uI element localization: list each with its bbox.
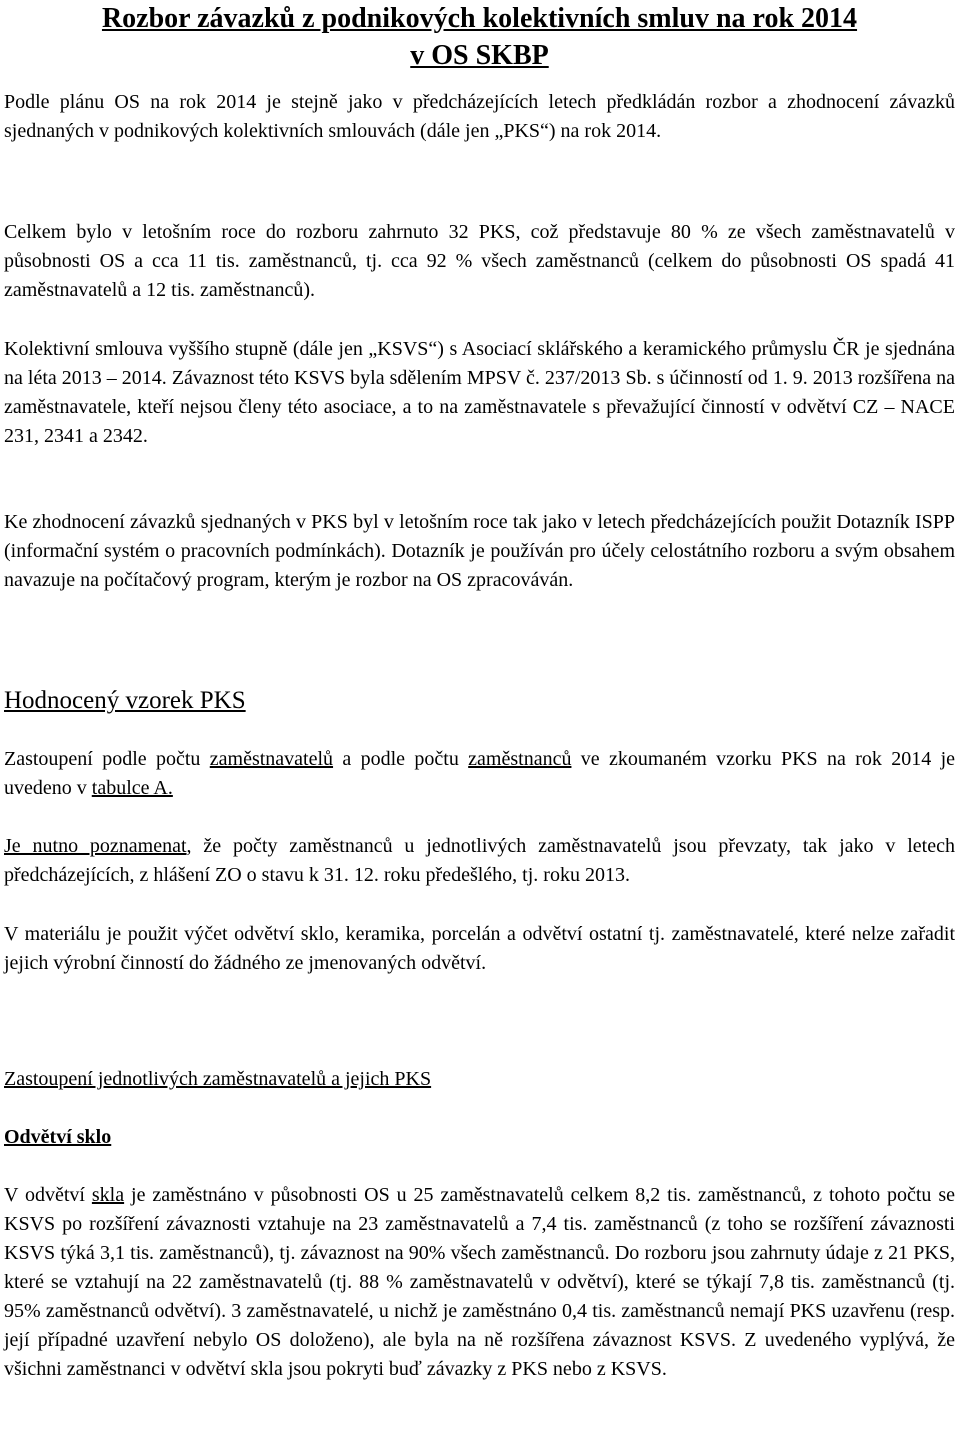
table-a-reference: tabulce A. [91,777,173,799]
section-heading-sample: Hodnocený vzorek PKS [4,687,246,714]
document-title-line-1: Rozbor závazků z podnikových kolektivních smluv na rok 2014 [101,3,858,34]
employers-link-text: zaměstnavatelů [209,748,334,770]
section-heading-glass: Odvětví sklo [4,1126,112,1148]
intro-paragraph: Podle plánu OS na rok 2014 je stejně jako v předcházejících letech předkládán rozbor a zhodnocení závazků sjednaných v podnikových kolektivních smlouvách (dále jen „PKS“) na rok 2014. [4,91,955,142]
document-title-line-2: v OS SKBP [410,40,549,71]
document-page [4,0,955,1440]
scope-paragraph: Celkem bylo v letošním roce do rozboru zahrnuto 32 PKS, což představuje 80 % ze všech zaměstnavatelů v působnosti OS a cca 11 tis. zaměstnanců, tj. cca 92 % všech zaměstnanců (celkem do působnosti OS spadá 41 zaměstnavatelů a 12 tis. zaměstnanců). [4,221,955,301]
sectors-paragraph: V materiálu je použit výčet odvětví sklo, keramika, porcelán a odvětví ostatní tj. zaměstnavatelé, které nelze zařadit jejich výrobní činností do žádného ze jmenovaných odvětví. [4,923,955,974]
note-paragraph: Je nutno poznamenat, že počty zaměstnanců u jednotlivých zaměstnavatelů jsou převzaty, tak jako v letech předcházejících, z hlášení ZO o stavu k 31. 12. roku předešlého, tj. roku 2013. [4,835,955,886]
note-emphasis: Je nutno poznamenat [4,835,187,857]
sample-paragraph: Zastoupení podle počtu zaměstnavatelů a podle počtu zaměstnanců ve zkoumaném vzorku PKS na rok 2014 je uvedeno v tabulce A. [4,748,956,799]
section-heading-representation: Zastoupení jednotlivých zaměstnavatelů a jejich PKS [4,1068,432,1090]
document-title [4,0,955,74]
glass-emphasis: skla [91,1184,125,1206]
questionnaire-paragraph: Ke zhodnocení závazků sjednaných v PKS byl v letošním roce tak jako v letech předcházejících použit Dotazník ISPP (informační systém o pracovních podmínkách). Dotazník je používán pro účely celostátního rozboru a svým obsahem navazuje na počítačový program, kterým je rozbor na OS zpracováván. [4,511,955,591]
glass-sector-paragraph: V odvětví skla je zaměstnáno v působnosti OS u 25 zaměstnavatelů celkem 8,2 tis. zaměstnanců, z tohoto počtu se KSVS po rozšíření závaznosti vztahuje na 23 zaměstnavatelů a 7,4 tis. zaměstnanců (z toho se rozšíření závaznosti KSVS týká 3,1 tis. zaměstnanců), tj. závaznost na 90% všech zaměstnanců. Do rozboru jsou zahrnuty údaje z 21 PKS, které se vztahují na 22 zaměstnavatelů (tj. 88 % zaměstnavatelů v odvětví), které se týkají 7,8 tis. zaměstnanců (tj. 95% zaměstnanců odvětví). 3 zaměstnavatelé, u nichž je zaměstnáno 0,4 tis. zaměstnanců nemají PKS uzavřenu (resp. její případné uzavření nebylo OS doloženo), ale byla na ně rozšířena závaznost KSVS. Z uvedeného vyplývá, že všichni zaměstnanci v odvětví skla jsou pokryti buď závazky z PKS nebo z KSVS. [4,1184,955,1380]
ksvs-paragraph: Kolektivní smlouva vyššího stupně (dále jen „KSVS“) s Asociací sklářského a keramického průmyslu ČR je sjednána na léta 2013 – 2014. Závaznost této KSVS byla sdělením MPSV č. 237/2013 Sb. s účinností od 1. 9. 2013 rozšířena na zaměstnavatele, kteří nejsou členy této asociace, a to na zaměstnavatele s převažující činností v odvětví CZ – NACE 231, 2341 a 2342. [4,338,955,447]
employees-link-text: zaměstnanců [468,748,572,770]
